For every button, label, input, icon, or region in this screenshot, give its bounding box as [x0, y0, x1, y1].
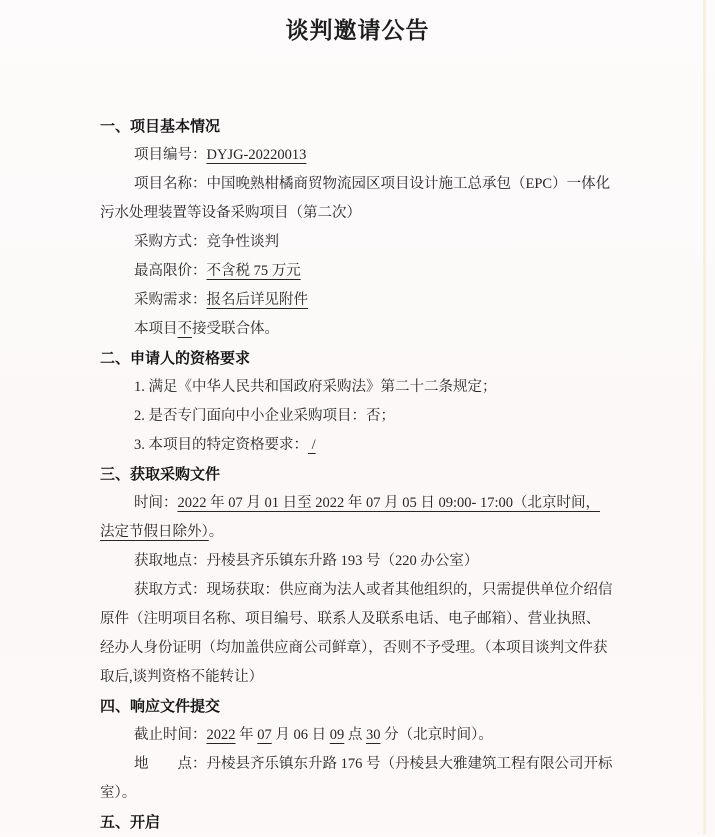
text-segment: 接受联合体。 [192, 321, 279, 337]
text-line [100, 750, 628, 779]
underlined-text: 报名后详见附件 [206, 292, 308, 308]
text-segment: 。 [208, 524, 224, 540]
underlined-text: 09 [329, 727, 345, 743]
text-line [100, 228, 628, 257]
section-heading: 三、获取采购文件 [100, 466, 221, 483]
text-line [100, 199, 628, 228]
underlined-text: 不 [177, 321, 192, 337]
section-heading: 五、开启 [100, 814, 161, 831]
section [100, 460, 628, 692]
section [100, 344, 628, 460]
text-line [100, 141, 628, 170]
text-segment: 截止时间： [134, 727, 207, 743]
text-line [100, 576, 628, 605]
section-heading: 二、申请人的资格要求 [100, 350, 251, 367]
text-line [100, 286, 628, 315]
underlined-text: DYJG-20220013 [206, 147, 307, 163]
text-line [100, 779, 628, 808]
text-segment: 分（北京时间）。 [380, 727, 493, 743]
text-line [100, 431, 628, 460]
text-segment: 2. 是否专门面向中小企业采购项目：否； [134, 408, 395, 424]
text-segment: 点 [344, 727, 366, 743]
text-segment: 获取地点：丹棱县齐乐镇东升路 193 号（220 办公室） [134, 553, 479, 569]
text-segment: 地 点：丹棱县齐乐镇东升路 176 号（丹棱县大雅建筑工程有限公司开标 [134, 756, 613, 772]
section [100, 112, 628, 344]
text-line [100, 721, 628, 750]
text-segment: 室）。 [100, 785, 137, 801]
document-title: 谈判邀请公告 [285, 17, 430, 43]
scan-edge-artifact [703, 0, 706, 835]
text-segment: 取后,谈判资格不能转让） [100, 669, 264, 685]
text-segment: 项目编号： [134, 147, 207, 163]
text-segment: 最高限价： [134, 263, 207, 279]
text-line [100, 489, 628, 518]
text-segment: 时间： [134, 495, 178, 511]
text-line [100, 315, 628, 344]
text-segment: 经办人身份证明（均加盖供应商公司鲜章），否则不予受理。（本项目谈判文件获 [100, 640, 608, 656]
text-segment: 原件（注明项目名称、项目编号、联系人及联系电话、电子邮箱）、营业执照、 [100, 611, 601, 627]
text-segment: 采购方式：竞争性谈判 [134, 234, 279, 250]
text-line [100, 518, 628, 547]
underlined-text: 30 [366, 727, 381, 743]
text-line [100, 402, 628, 431]
text-line [100, 373, 628, 402]
section-heading: 四、响应文件提交 [100, 698, 221, 715]
underlined-text: 不含税 75 万元 [206, 263, 301, 279]
text-segment: 1. 满足《中华人民共和国政府采购法》第二十二条规定； [134, 379, 497, 395]
text-line [100, 663, 628, 692]
text-segment: 年 [235, 727, 258, 743]
text-line [100, 605, 628, 634]
text-line [100, 170, 628, 199]
underlined-text: 法定节假日除外） [100, 524, 209, 540]
document-body [100, 112, 628, 837]
text-segment: 采购需求： [134, 292, 207, 308]
text-segment: 项目名称：中国晚熟柑橘商贸物流园区项目设计施工总承包（EPC）一体化 [134, 176, 611, 192]
text-segment: 3. 本项目的特定资格要求： [134, 437, 308, 453]
section-heading: 一、项目基本情况 [100, 118, 221, 135]
text-segment: 污水处理装置等设备采购项目（第二次） [100, 205, 361, 221]
text-segment: 获取方式：现场获取：供应商为法人或者其他组织的，只需提供单位介绍信 [134, 582, 613, 598]
text-segment: 月 06 日 [271, 727, 330, 743]
section [100, 808, 628, 837]
underlined-text: / [308, 437, 316, 453]
underlined-text: 2022 年 07 月 01 日至 2022 年 07 月 05 日 09:00- 17:00（北京时间， [177, 495, 601, 511]
section [100, 692, 628, 808]
underlined-text: 2022 [206, 727, 236, 743]
text-segment: 本项目 [134, 321, 178, 337]
underlined-text: 07 [257, 727, 272, 743]
text-line [100, 547, 628, 576]
text-line [100, 257, 628, 286]
text-line [100, 634, 628, 663]
